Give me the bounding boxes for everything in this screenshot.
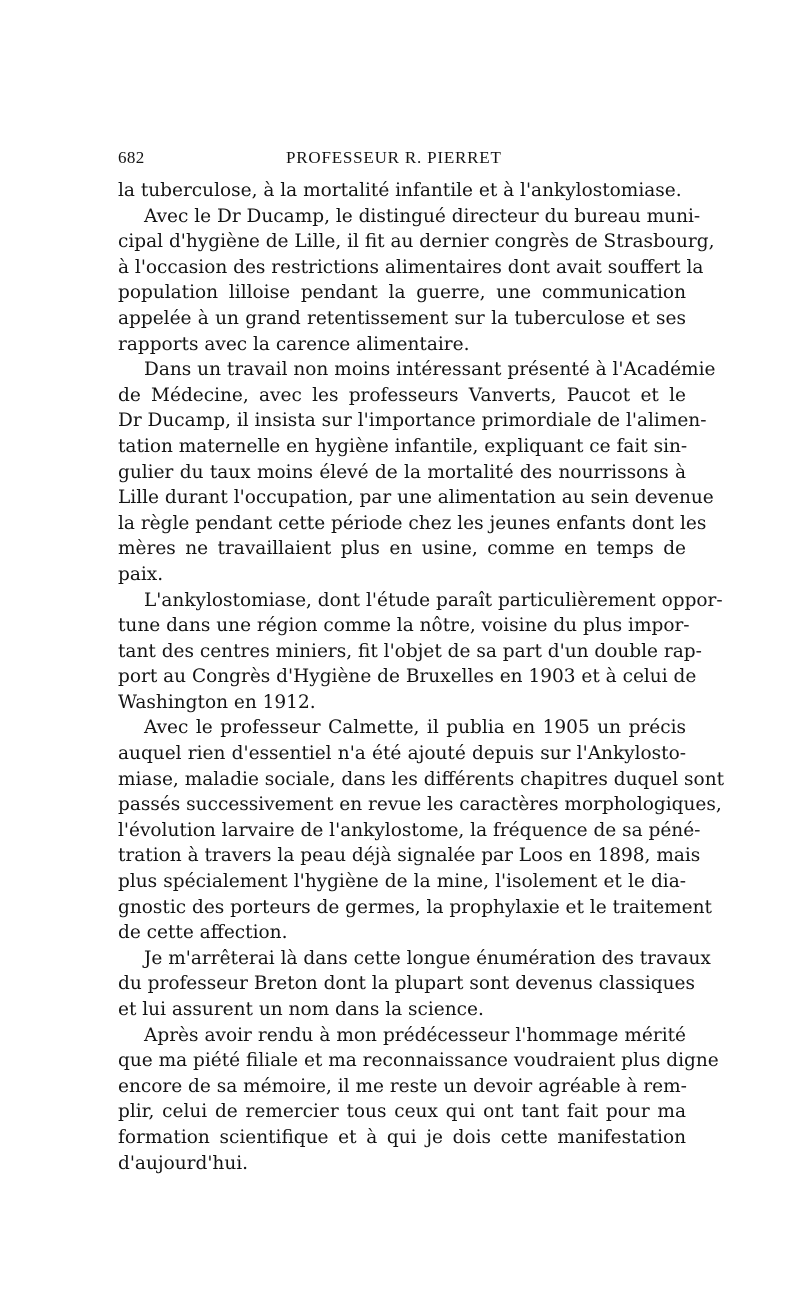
- text-line: plus spécialement l'hygiène de la mine, l'isolement et le dia-: [118, 871, 686, 893]
- text-line: Après avoir rendu à mon prédécesseur l'hommage mérité: [144, 1024, 686, 1046]
- text-line: passés successivement en revue les caractères morphologiques,: [118, 794, 722, 816]
- text-line: tation maternelle en hygiène infantile, expliquant ce fait sin-: [118, 435, 688, 457]
- text-line: paix.: [118, 563, 164, 585]
- text-line: d'aujourd'hui.: [118, 1152, 249, 1174]
- text-line: miase, maladie sociale, dans les différents chapitres duquel sont: [118, 768, 725, 790]
- text-line: appelée à un grand retentissement sur la tuberculose et ses: [118, 307, 686, 329]
- text-line: Avec le professeur Calmette, il publia en 1905 un précis: [144, 717, 686, 739]
- text-line: mères ne travaillaient plus en usine, comme en temps de: [118, 538, 686, 560]
- text-line: tune dans une région comme la nôtre, voisine du plus impor-: [118, 615, 690, 637]
- text-line: et lui assurent un nom dans la science.: [118, 999, 484, 1020]
- text-line: la tuberculose, à la mortalité infantile et à l'ankylostomiase.: [118, 180, 682, 201]
- text-line: Je m'arrêterai là dans cette longue énumération des travaux: [144, 947, 711, 969]
- text-line: port au Congrès d'Hygiène de Bruxelles en 1903 et à celui de: [118, 666, 697, 688]
- text-line: Lille durant l'occupation, par une alimentation au sein devenue: [118, 487, 714, 509]
- text-line: à l'occasion des restrictions alimentaires dont avait souffert la: [118, 256, 704, 278]
- text-line: population lilloise pendant la guerre, une communication: [118, 282, 686, 304]
- text-line: Avec le Dr Ducamp, le distingué directeur du bureau muni-: [144, 205, 701, 227]
- text-line: tant des centres miniers, fit l'objet de sa part d'un double rap-: [118, 640, 702, 662]
- text-line: Dr Ducamp, il insista sur l'importance primordiale de l'alimen-: [118, 410, 707, 432]
- text-line: la règle pendant cette période chez les jeunes enfants dont les: [118, 512, 707, 534]
- text-line: L'ankylostomiase, dont l'étude paraît particulièrement oppor-: [144, 589, 723, 611]
- text-line: gulier du taux moins élevé de la mortalité des nourrissons à: [118, 461, 686, 483]
- text-line: auquel rien d'essentiel n'a été ajouté depuis sur l'Ankylosto-: [118, 743, 686, 765]
- text-line: de cette affection.: [118, 922, 288, 944]
- text-line: tration à travers la peau déjà signalée par Loos en 1898, mais: [118, 845, 701, 867]
- text-line: Dans un travail non moins intéressant présenté à l'Académie: [144, 359, 716, 381]
- text-line: que ma piété filiale et ma reconnaissance voudraient plus digne: [118, 1050, 719, 1072]
- text-line: l'évolution larvaire de l'ankylostome, la fréquence de sa péné-: [118, 819, 701, 841]
- text-line: gnostic des porteurs de germes, la prophylaxie et le traitement: [118, 896, 712, 918]
- text-line: de Médecine, avec les professeurs Vanverts, Paucot et le: [118, 384, 686, 406]
- page-number: 682: [118, 148, 145, 167]
- text-line: encore de sa mémoire, il me reste un devoir agréable à rem-: [118, 1075, 687, 1097]
- body-text: [118, 178, 725, 1176]
- text-line: cipal d'hygiène de Lille, il fit au dernier congrès de Strasbourg,: [118, 231, 715, 253]
- text-line: rapports avec la carence alimentaire.: [118, 333, 470, 355]
- text-line: plir, celui de remercier tous ceux qui ont tant fait pour ma: [118, 1101, 686, 1123]
- text-line: du professeur Breton dont la plupart sont devenus classiques: [118, 973, 695, 995]
- running-head: [118, 148, 686, 172]
- text-line: formation scientifique et à qui je dois cette manifestation: [118, 1126, 686, 1148]
- running-title: PROFESSEUR R. PIERRET: [286, 148, 502, 167]
- text-line: Washington en 1912.: [118, 691, 316, 713]
